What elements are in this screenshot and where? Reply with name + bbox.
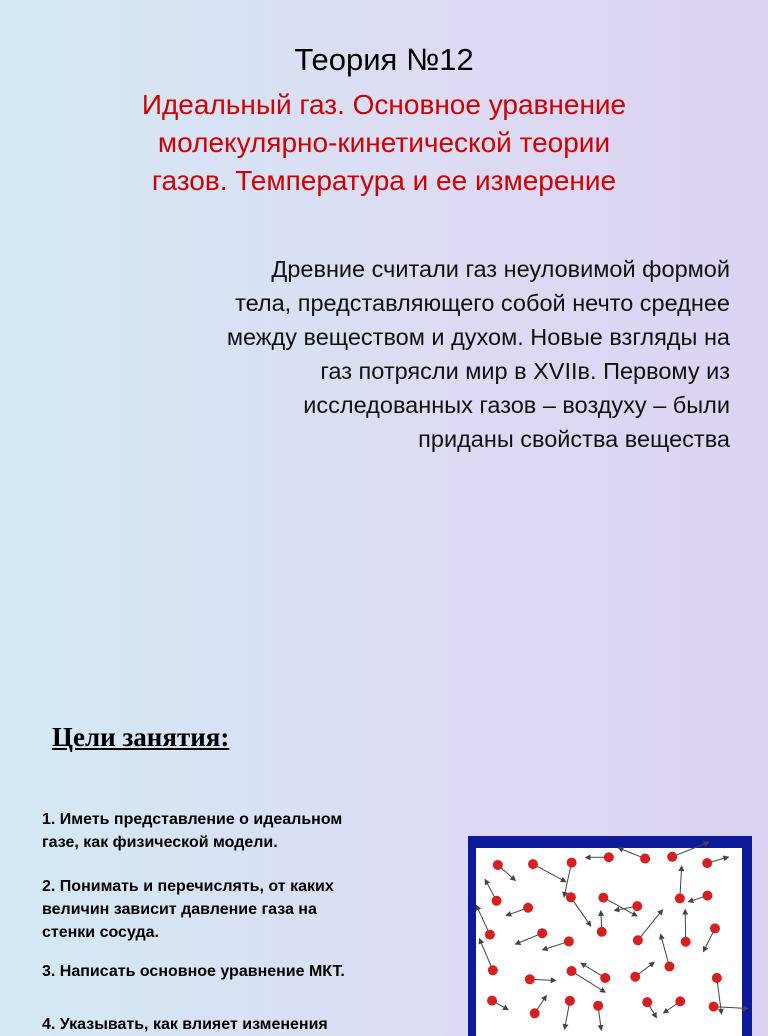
gas-molecule [492,896,502,906]
goal-line: величин зависит давление газа на [42,898,422,921]
gas-molecule [593,1001,603,1011]
gas-molecule [633,935,643,945]
gas-molecule [664,961,674,971]
gas-molecule [525,974,535,984]
goal-line: 2. Понимать и перечислять, от каких [42,875,422,898]
gas-molecule [702,858,712,868]
gas-molecule [604,852,614,862]
gas-molecule [487,996,497,1006]
subtitle-line: молекулярно-кинетической теории [60,124,708,162]
gas-molecule [488,965,498,975]
gas-molecule [675,996,685,1006]
gas-molecule [667,852,677,862]
gas-molecule [485,930,495,940]
gas-molecule [566,892,576,902]
intro-line: исследованных газов – воздуху – были [110,388,730,422]
intro-line: тела, представляющего собой нечто среднее [110,286,730,320]
gas-molecule [675,893,685,903]
gas-molecule [702,891,712,901]
gas-molecule [565,996,575,1006]
gas-molecule [632,901,642,911]
intro-paragraph [110,252,730,456]
gas-molecule [598,893,608,903]
gas-molecule [567,966,577,976]
goal-line: 3. Написать основное уравнение МКТ. [42,960,422,983]
gas-molecule [523,903,533,913]
gas-molecule [564,936,574,946]
page-subtitle [60,86,708,200]
goal-item-3 [42,960,422,983]
gas-molecules-diagram [468,836,752,1036]
gas-molecule [681,937,691,947]
gas-molecule [597,927,607,937]
subtitle-line: Идеальный газ. Основное уравнение [60,86,708,124]
goal-item-4 [42,1013,422,1036]
goal-line: 1. Иметь представление о идеальном [42,808,422,831]
intro-line: между веществом и духом. Новые взгляды на [110,320,730,354]
goal-line: стенки сосуда. [42,921,422,944]
gas-molecule [600,973,610,983]
page-title: Теория №12 [0,40,768,80]
gas-molecule [528,859,538,869]
gas-molecule [712,973,722,983]
gas-molecule [567,858,577,868]
goal-line: 4. Указывать, как влияет изменения [42,1013,422,1036]
gas-molecule [630,972,640,982]
goal-line: газе, как физической модели. [42,831,422,854]
gas-molecule [640,854,650,864]
intro-line: приданы свойства вещества [110,422,730,456]
goals-heading: Цели занятия: [52,722,229,753]
gas-molecule [642,997,652,1007]
goal-item-1 [42,808,422,854]
gas-molecule [530,1008,540,1018]
intro-line: Древние считали газ неуловимой формой [110,252,730,286]
gas-molecule [537,928,547,938]
gas-molecule [709,1002,719,1012]
gas-molecule [493,860,503,870]
intro-line: газ потрясли мир в XVIIв. Первому из [110,354,730,388]
gas-molecule [710,923,720,933]
gas-vessel-illustration [468,836,752,1036]
subtitle-line: газов. Температура и ее измерение [60,162,708,200]
goal-item-2 [42,875,422,944]
